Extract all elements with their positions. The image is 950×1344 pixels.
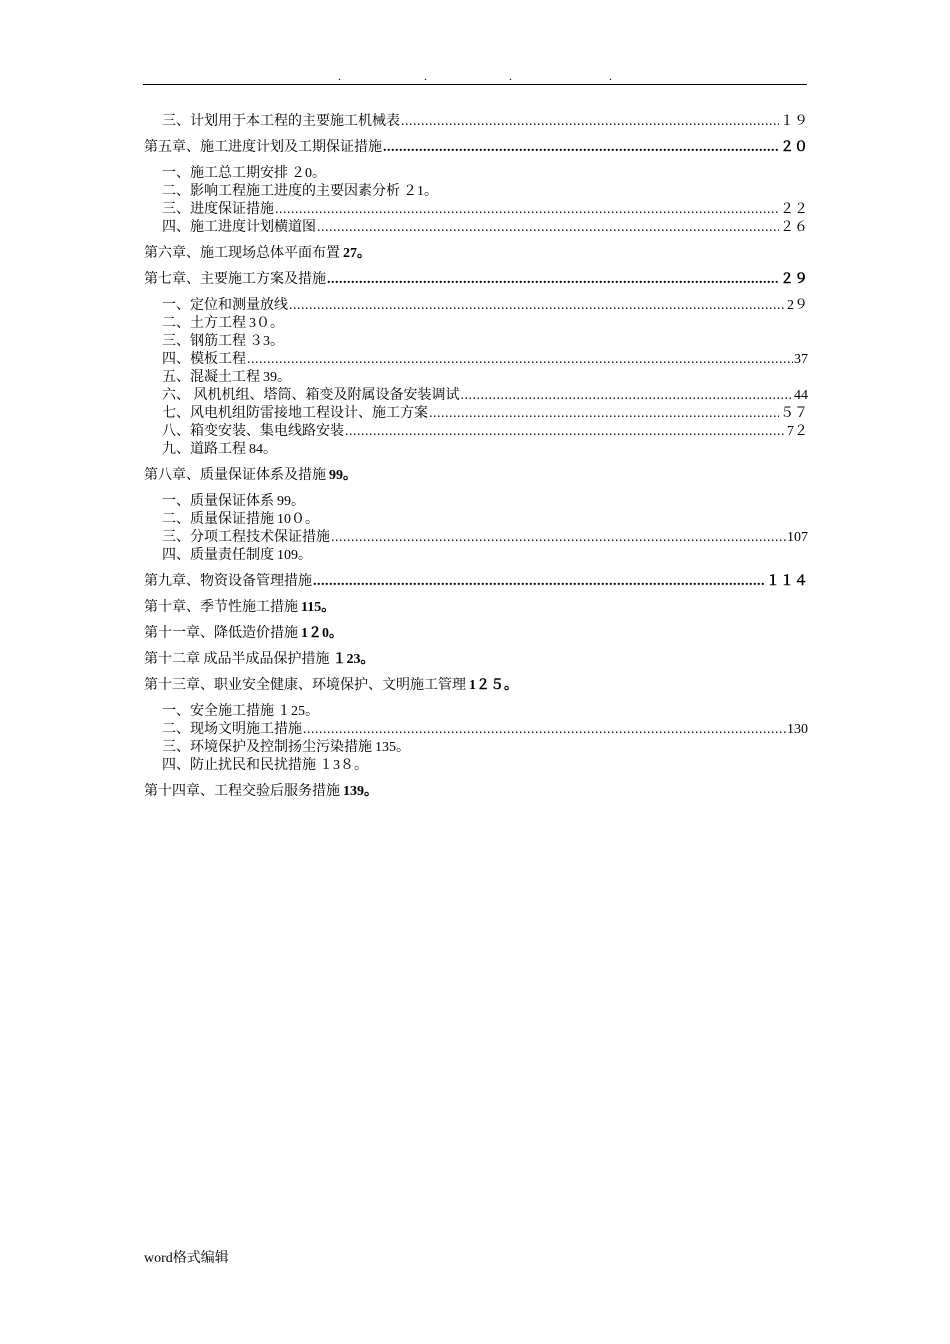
toc-entry-title: 三、进度保证措施 xyxy=(162,202,274,217)
toc-chapter-entry[interactable] xyxy=(144,651,808,669)
toc-section-entry[interactable] xyxy=(144,219,808,237)
toc-chapter-entry[interactable] xyxy=(144,625,808,643)
toc-entry-title: 一、定位和测量放线 xyxy=(162,298,288,313)
toc-page-number: 44 xyxy=(794,388,808,403)
toc-section-entry[interactable] xyxy=(144,183,808,201)
toc-page-number: ５７ xyxy=(780,406,808,421)
toc-section-entry[interactable] xyxy=(144,423,808,441)
toc-page-number: 139。 xyxy=(343,784,378,799)
toc-section-entry[interactable] xyxy=(144,165,808,183)
toc-page-number: ３3。 xyxy=(249,334,284,349)
toc-leader-dots xyxy=(313,573,765,591)
toc-page-number: １１４ xyxy=(766,574,808,589)
toc-entry-title: 三、计划用于本工程的主要施工机械表 xyxy=(162,114,400,129)
toc-leader-dots xyxy=(331,529,786,547)
toc-section-entry[interactable] xyxy=(144,757,808,775)
header-rule xyxy=(143,84,807,85)
toc-chapter-entry[interactable] xyxy=(144,573,808,591)
toc-entry-title: 第七章、主要施工方案及措施 xyxy=(144,272,326,287)
toc-entry-title: 第九章、物资设备管理措施 xyxy=(144,574,312,589)
toc-leader-dots xyxy=(461,387,794,405)
toc-entry-title: 二、土方工程 xyxy=(162,316,246,331)
toc-entry-title: 四、模板工程 xyxy=(162,352,246,367)
toc-leader-dots xyxy=(383,139,779,157)
toc-leader-dots xyxy=(303,721,786,739)
toc-leader-dots xyxy=(289,297,786,315)
toc-entry-title: 六、 风机机组、塔筒、箱变及附属设备安装调试 xyxy=(162,388,460,403)
toc-section-entry[interactable] xyxy=(144,703,808,721)
toc-page-number: ２0。 xyxy=(291,166,326,181)
toc-page-number: 37 xyxy=(794,352,808,367)
toc-page-number: ２０ xyxy=(780,140,808,155)
toc-chapter-entry[interactable] xyxy=(144,139,808,157)
toc-section-entry[interactable] xyxy=(144,369,808,387)
toc-page-number: 130 xyxy=(787,722,808,737)
toc-page-number: ２1。 xyxy=(403,184,438,199)
toc-section-entry[interactable] xyxy=(144,405,808,423)
toc-chapter-entry[interactable] xyxy=(144,783,808,801)
toc-section-entry[interactable] xyxy=(144,113,808,131)
toc-section-entry[interactable] xyxy=(144,739,808,757)
toc-entry-title: 一、质量保证体系 xyxy=(162,494,274,509)
footer-text: word格式编辑 xyxy=(144,1251,229,1266)
toc-entry-title: 三、分项工程技术保证措施 xyxy=(162,530,330,545)
toc-entry-title: 二、影响工程施工进度的主要因素分析 xyxy=(162,184,400,199)
header-dots xyxy=(143,70,807,84)
toc-entry-title: 二、质量保证措施 xyxy=(162,512,274,527)
toc-page-number: 84。 xyxy=(249,442,277,457)
toc-entry-title: 三、环境保护及控制扬尘污染措施 xyxy=(162,740,372,755)
toc-section-entry[interactable] xyxy=(144,387,808,405)
toc-chapter-entry[interactable] xyxy=(144,245,808,263)
toc-page-number: 10０。 xyxy=(277,512,319,527)
toc-section-entry[interactable] xyxy=(144,201,808,219)
toc-section-entry[interactable] xyxy=(144,511,808,529)
toc-entry-title: 九、道路工程 xyxy=(162,442,246,457)
toc-leader-dots xyxy=(317,219,779,237)
toc-page-number: １3８。 xyxy=(319,758,368,773)
toc-entry-title: 一、施工总工期安排 xyxy=(162,166,288,181)
toc-section-entry[interactable] xyxy=(144,441,808,459)
toc-page-number: 1２0。 xyxy=(301,626,343,641)
toc-page-number: １25。 xyxy=(277,704,319,719)
toc-entry-title: 五、混凝土工程 xyxy=(162,370,260,385)
header-dot: . xyxy=(509,69,512,83)
toc-section-entry[interactable] xyxy=(144,721,808,739)
toc-page-number: 39。 xyxy=(263,370,291,385)
toc-entry-title: 三、钢筋工程 xyxy=(162,334,246,349)
toc-entry-title: 四、防止扰民和民扰措施 xyxy=(162,758,316,773)
toc-entry-title: 第六章、施工现场总体平面布置 xyxy=(144,246,340,261)
toc-page-number: 109。 xyxy=(277,548,312,563)
toc-chapter-entry[interactable] xyxy=(144,599,808,617)
toc-page-number: １９ xyxy=(780,114,808,129)
toc-page-number: 2９ xyxy=(787,298,808,313)
toc-entry-title: 第十四章、工程交验后服务措施 xyxy=(144,784,340,799)
toc-leader-dots xyxy=(275,201,779,219)
toc-entry-title: 第十三章、职业安全健康、环境保护、文明施工管理 xyxy=(144,678,466,693)
toc-entry-title: 七、风电机组防雷接地工程设计、施工方案 xyxy=(162,406,428,421)
toc-section-entry[interactable] xyxy=(144,351,808,369)
toc-entry-title: 第八章、质量保证体系及措施 xyxy=(144,468,326,483)
header-dot: . xyxy=(424,69,427,83)
toc-page-number: 1２５。 xyxy=(469,678,518,693)
toc-section-entry[interactable] xyxy=(144,297,808,315)
toc-entry-title: 第十章、季节性施工措施 xyxy=(144,600,298,615)
toc-page-number: 135。 xyxy=(375,740,410,755)
toc-page-number: 107 xyxy=(787,530,808,545)
toc-leader-dots xyxy=(345,423,786,441)
toc-page-number: 99。 xyxy=(329,468,357,483)
toc-section-entry[interactable] xyxy=(144,547,808,565)
toc-entry-title: 第五章、施工进度计划及工期保证措施 xyxy=(144,140,382,155)
toc-entry-title: 第十一章、降低造价措施 xyxy=(144,626,298,641)
toc-entry-title: 第十二章 成品半成品保护措施 xyxy=(144,652,330,667)
toc-section-entry[interactable] xyxy=(144,493,808,511)
toc-chapter-entry[interactable] xyxy=(144,677,808,695)
toc-page-number: 99。 xyxy=(277,494,305,509)
toc-leader-dots xyxy=(429,405,779,423)
toc-leader-dots xyxy=(401,113,779,131)
toc-section-entry[interactable] xyxy=(144,315,808,333)
toc-entry-title: 二、现场文明施工措施 xyxy=(162,722,302,737)
toc-chapter-entry[interactable] xyxy=(144,271,808,289)
toc-page-number: １23。 xyxy=(332,652,375,667)
toc-page-number: 27。 xyxy=(343,246,371,261)
toc-section-entry[interactable] xyxy=(144,529,808,547)
toc-leader-dots xyxy=(327,271,779,289)
toc-entry-title: 八、箱变安装、集电线路安装 xyxy=(162,424,344,439)
toc-entry-title: 四、施工进度计划横道图 xyxy=(162,220,316,235)
toc-chapter-entry[interactable] xyxy=(144,467,808,485)
table-of-contents xyxy=(144,113,808,801)
toc-section-entry[interactable] xyxy=(144,333,808,351)
toc-leader-dots xyxy=(247,351,793,369)
toc-page-number: 3０。 xyxy=(249,316,284,331)
header-dot: . xyxy=(338,69,341,83)
toc-page-number: ２２ xyxy=(780,202,808,217)
toc-entry-title: 四、质量责任制度 xyxy=(162,548,274,563)
header-dot: . xyxy=(609,69,612,83)
toc-page-number: 7２ xyxy=(787,424,808,439)
toc-page-number: 115。 xyxy=(301,600,336,615)
toc-page-number: ２９ xyxy=(780,272,808,287)
toc-page-number: ２６ xyxy=(780,220,808,235)
toc-entry-title: 一、安全施工措施 xyxy=(162,704,274,719)
